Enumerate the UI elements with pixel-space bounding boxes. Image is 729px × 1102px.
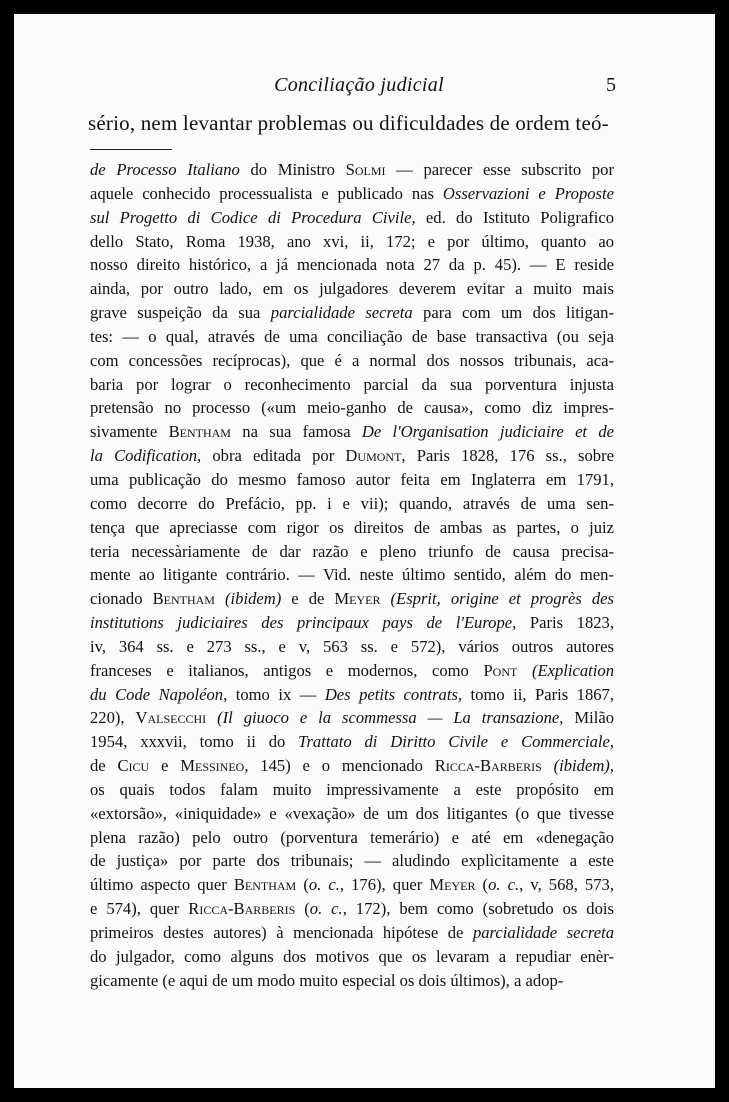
text-segment: ainda, por outro lado, em os julgadores deverem evitar a muito mais bbox=[90, 279, 614, 299]
footnote-line bbox=[90, 945, 614, 969]
footnote-line bbox=[90, 230, 614, 254]
text-segment: teria necessàriamente de dar razão e pleno triunfo de causa precisa- bbox=[90, 541, 614, 561]
italic-text: (ibidem), bbox=[553, 756, 614, 776]
author-name: Solmi bbox=[345, 160, 386, 179]
italic-text: parcialidade secreta bbox=[472, 923, 614, 942]
footnote-line bbox=[90, 516, 614, 540]
italic-text: (Il giuoco e la scommessa — La transazione, bbox=[217, 708, 564, 728]
italic-text: de Processo Italiano bbox=[90, 160, 240, 179]
italic-text: (Esprit, origine et progrès des bbox=[390, 589, 614, 609]
text-segment: dello Stato, Roma 1938, ano xvi, ii, 172; e por último, quanto ao bbox=[90, 231, 614, 251]
footnote-line bbox=[90, 730, 614, 754]
footnote-line bbox=[90, 277, 614, 301]
text-segment: mente ao litigante contrário. — Vid. neste último sentido, além do men- bbox=[90, 565, 614, 585]
footnote-line bbox=[90, 396, 614, 420]
footnote-line bbox=[90, 492, 614, 516]
text-segment: plena razão) pelo outro (porventura temerário) e até em «denegação bbox=[90, 827, 614, 847]
footnote-line bbox=[90, 325, 614, 349]
footnote-line bbox=[90, 802, 614, 826]
footnote-line bbox=[90, 849, 614, 873]
text-segment: — parecer esse subscrito por bbox=[385, 160, 615, 179]
text-segment: tomo ii, Paris 1867, bbox=[462, 684, 615, 704]
text-segment: como decorre do Prefácio, pp. i e vii); quando, através de uma sen- bbox=[90, 493, 614, 513]
text-segment: de bbox=[90, 756, 118, 776]
text-segment: e de bbox=[281, 589, 335, 609]
footnote-line bbox=[90, 444, 614, 468]
text-segment: cionado bbox=[90, 589, 153, 609]
text-segment: gicamente (e aqui de um modo muito especial os dois últimos), a adop- bbox=[90, 970, 564, 990]
footnote-line bbox=[90, 683, 614, 707]
footnote-line bbox=[90, 420, 614, 444]
author-name: Bentham bbox=[168, 422, 231, 442]
text-segment: último aspecto quer bbox=[90, 875, 234, 895]
footnote-line bbox=[90, 778, 614, 802]
italic-text: institutions judiciaires des principaux pays de l'Europe, bbox=[90, 613, 517, 633]
text-segment: ed. do Istituto Poligrafico bbox=[415, 207, 615, 227]
italic-text: la Codification, bbox=[90, 446, 202, 466]
footnote-line bbox=[90, 897, 614, 921]
author-name: Cicu bbox=[117, 756, 150, 776]
text-segment: pretensão no processo («um meio-ganho de causa», como diz impres- bbox=[90, 398, 614, 418]
author-name: Dumont bbox=[345, 446, 402, 466]
text-segment bbox=[542, 756, 554, 775]
text-segment: com concessões recíprocas), que é a normal dos nossos tribunais, aca- bbox=[90, 350, 614, 370]
text-segment: 220), bbox=[90, 708, 136, 728]
footnote-line bbox=[90, 754, 614, 778]
text-segment bbox=[206, 708, 217, 727]
italic-text: du Code Napoléon, bbox=[90, 684, 228, 704]
text-segment bbox=[215, 589, 225, 608]
footnote-line bbox=[90, 253, 614, 277]
page-header bbox=[102, 74, 616, 104]
italic-text: Trattato di Diritto Civile e Commerciale, bbox=[298, 732, 614, 752]
text-segment: primeiros destes autores) à mencionada hipótese de bbox=[90, 923, 473, 942]
author-name: Ricca-Barberis bbox=[188, 899, 296, 919]
running-title: Conciliação judicial bbox=[274, 74, 444, 96]
footnote-line bbox=[90, 706, 614, 730]
italic-text: o. c. bbox=[488, 875, 520, 895]
text-segment: grave suspeição da sua bbox=[90, 303, 271, 323]
author-name: Messineo bbox=[180, 756, 245, 776]
text-segment: Milão bbox=[563, 708, 614, 728]
author-name: Meyer bbox=[429, 875, 476, 895]
text-segment: tença que apreciasse com rigor os direitos de ambas as partes, o juiz bbox=[90, 517, 614, 537]
text-segment: aquele conhecido processualista e publicado nas bbox=[90, 183, 443, 203]
footnote-separator bbox=[90, 149, 172, 150]
text-segment: franceses e italianos, antigos e modernos, como bbox=[90, 660, 484, 680]
author-name: Ricca-Barberis bbox=[434, 756, 542, 776]
italic-text: De l'Organisation judiciaire et de bbox=[361, 422, 614, 442]
italic-text: (Explication bbox=[531, 660, 614, 680]
footnote-line bbox=[90, 373, 614, 397]
footnote-line bbox=[90, 540, 614, 564]
footnote-line bbox=[90, 206, 614, 230]
text-segment: de justiça» por parte dos tribunais; — aludindo explìcitamente a este bbox=[90, 851, 614, 871]
text-segment: iv, 364 ss. e 273 ss., e v, 563 ss. e 572), vários outros autores bbox=[90, 636, 614, 656]
text-segment: Paris 1823, bbox=[516, 613, 614, 633]
footnote-line bbox=[90, 301, 614, 325]
author-name: Pont bbox=[483, 660, 518, 680]
author-name: Bentham bbox=[152, 589, 215, 609]
footnote-line bbox=[90, 635, 614, 659]
footnote-line bbox=[90, 158, 614, 182]
footnote-line bbox=[90, 182, 614, 206]
text-segment: obra editada por bbox=[201, 446, 346, 466]
italic-text: sul Progetto di Codice di Procedura Civile, bbox=[90, 207, 416, 227]
text-segment: ( bbox=[295, 899, 310, 919]
footnote-line bbox=[90, 826, 614, 850]
text-segment: na sua famosa bbox=[230, 422, 362, 442]
text-segment: , 176), quer bbox=[339, 875, 430, 895]
italic-text: o. c. bbox=[309, 899, 343, 919]
text-segment: , 145) e o mencionado bbox=[244, 756, 435, 776]
text-segment: , Paris 1828, 176 ss., sobre bbox=[401, 446, 614, 466]
text-segment bbox=[381, 589, 391, 608]
footnote-line bbox=[90, 659, 614, 683]
footnote-line bbox=[90, 587, 614, 611]
author-name: Meyer bbox=[334, 589, 381, 609]
text-segment: para com um dos litigan- bbox=[412, 303, 614, 323]
author-name: Bentham bbox=[233, 875, 297, 895]
text-segment: ( bbox=[475, 875, 489, 895]
text-segment: uma publicação do mesmo famoso autor feita em Inglaterra em 1791, bbox=[90, 469, 614, 489]
footnote-line bbox=[90, 563, 614, 587]
footnote-block bbox=[90, 158, 614, 993]
italic-text: (ibidem) bbox=[225, 589, 282, 609]
text-segment bbox=[517, 661, 532, 680]
text-segment: baria por lograr o reconhecimento parcial da sua porventura injusta bbox=[90, 374, 614, 394]
footnote-line bbox=[90, 468, 614, 492]
text-segment: nosso direito histórico, a já mencionada nota 27 da p. 45). — E reside bbox=[90, 255, 614, 275]
footnote-line bbox=[90, 873, 614, 897]
footnote-line bbox=[90, 349, 614, 373]
text-segment: e bbox=[149, 756, 181, 776]
text-segment: os quais todos falam muito impressivamente a este propósito em bbox=[90, 779, 614, 799]
text-segment: do Ministro bbox=[239, 160, 346, 179]
italic-text: Des petits contrats, bbox=[324, 684, 463, 704]
text-segment: tes: — o qual, através de uma conciliação de base transactiva (ou seja bbox=[90, 326, 614, 346]
text-segment: sivamente bbox=[90, 422, 169, 442]
footnote-line bbox=[90, 921, 614, 945]
text-segment: do julgador, como alguns dos motivos que os levaram a repudiar enèr- bbox=[90, 946, 614, 966]
author-name: Valsecchi bbox=[135, 708, 207, 728]
italic-text: o. c. bbox=[308, 875, 340, 895]
footnote-line bbox=[90, 969, 614, 993]
main-text-line: sério, nem levantar problemas ou dificuldades de ordem teó- bbox=[88, 111, 609, 135]
italic-text: parcialidade secreta bbox=[270, 303, 413, 323]
text-segment: ( bbox=[296, 875, 309, 895]
text-segment: e 574), quer bbox=[90, 899, 189, 919]
text-segment: 1954, xxxvii, tomo ii do bbox=[90, 732, 299, 752]
italic-text: Osservazioni e Proposte bbox=[442, 183, 614, 203]
text-segment: tomo ix — bbox=[227, 684, 325, 704]
page-number: 5 bbox=[606, 74, 616, 96]
text-segment: «extorsão», «iniquidade» e «vexação» de um dos litigantes (o que tivesse bbox=[90, 803, 614, 823]
footnote-line bbox=[90, 611, 614, 635]
text-segment: , v, 568, 573, bbox=[519, 875, 614, 895]
text-segment: , 172), bem como (sobretudo os dois bbox=[342, 899, 614, 919]
